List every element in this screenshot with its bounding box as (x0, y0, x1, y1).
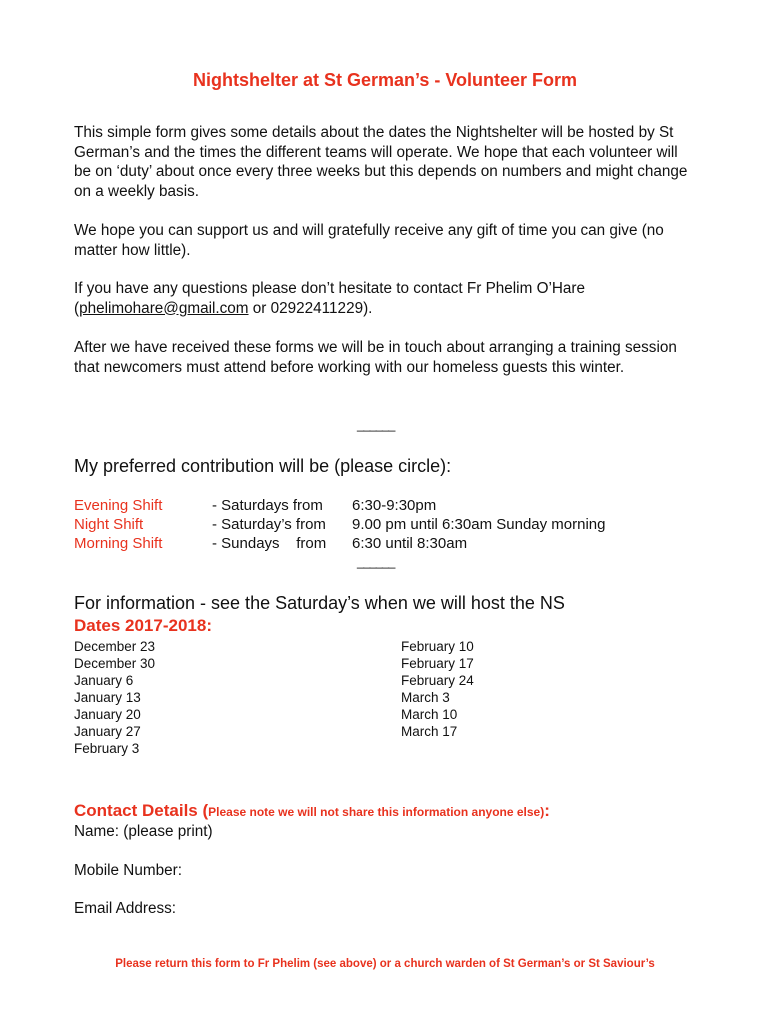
shift-row-evening[interactable] (74, 496, 605, 515)
date-item: January 6 (74, 673, 134, 688)
date-item: December 23 (74, 639, 156, 654)
shift-time: 6:30-9:30pm (352, 497, 437, 514)
questions-text: If you have any questions please don’t hesitate to contact Fr Phelim O’Hare ( (74, 280, 586, 317)
date-item: January 27 (74, 724, 141, 739)
info-heading: For information - see the Saturday’s when we will host the NS (74, 593, 565, 613)
intro-paragraph: This simple form gives some details about the dates the Nightshelter will be hosted by St German’s and the times the different teams will operate. We hope that each volunteer will be on ‘duty’ about once every three weeks but this depends on numbers and might change on a weekly basis. (74, 124, 688, 200)
date-item: February 3 (74, 741, 140, 756)
shift-name: Night Shift (74, 516, 144, 533)
date-item: March 17 (401, 724, 458, 739)
shift-name: Morning Shift (74, 535, 163, 552)
training-paragraph: After we have received these forms we will be in touch about arranging a training session that newcomers must attend before working with our homeless guests this winter. (74, 339, 677, 376)
dates-list-left (74, 638, 155, 757)
privacy-note: Please note we will not share this information anyone else) (208, 805, 545, 819)
date-item: February 17 (401, 656, 474, 671)
date-item: February 24 (401, 673, 474, 688)
date-item: March 10 (401, 707, 458, 722)
shift-table (74, 496, 605, 553)
date-item: March 3 (401, 690, 450, 705)
support-paragraph: We hope you can support us and will gratefully receive any gift of time you can give (no matter how little). (74, 222, 664, 259)
date-item: January 20 (74, 707, 141, 722)
dates-heading: Dates 2017-2018: (74, 616, 212, 635)
contact-email-link[interactable]: phelimohare@gmail.com (79, 299, 249, 317)
shift-name: Evening Shift (74, 497, 163, 514)
mobile-field-label[interactable]: Mobile Number: (74, 862, 182, 879)
email-field-label[interactable]: Email Address: (74, 900, 177, 917)
shift-row-morning[interactable] (74, 534, 605, 553)
date-item: December 30 (74, 656, 156, 671)
form-title: Nightshelter at St German’s - Volunteer Form (192, 70, 578, 90)
questions-phone-text: or 02922411229). (248, 299, 373, 317)
name-field-label[interactable]: Name: (please print) (74, 823, 213, 840)
contact-heading (74, 801, 550, 821)
return-instructions: Please return this form to Fr Phelim (see above) or a church warden of St German’s or St Saviour’s (115, 958, 655, 970)
questions-paragraph (74, 279, 694, 318)
contact-heading-colon: : (544, 801, 550, 820)
separator-line: ______ (357, 417, 395, 432)
dates-list-right (401, 638, 474, 740)
shift-row-night[interactable] (74, 515, 605, 534)
date-item: February 10 (401, 639, 474, 654)
shift-time: 6:30 until 8:30am (352, 535, 468, 552)
contact-heading-text: Contact Details ( (74, 801, 209, 820)
date-item: January 13 (74, 690, 141, 705)
shift-day: - Saturday’s from (212, 516, 326, 533)
shift-day: - Sundays from (212, 535, 327, 552)
shift-day: - Saturdays from (212, 497, 323, 514)
separator-line: ______ (357, 554, 395, 569)
shift-time: 9.00 pm until 6:30am Sunday morning (352, 516, 606, 533)
contribution-heading: My preferred contribution will be (please circle): (74, 456, 452, 476)
